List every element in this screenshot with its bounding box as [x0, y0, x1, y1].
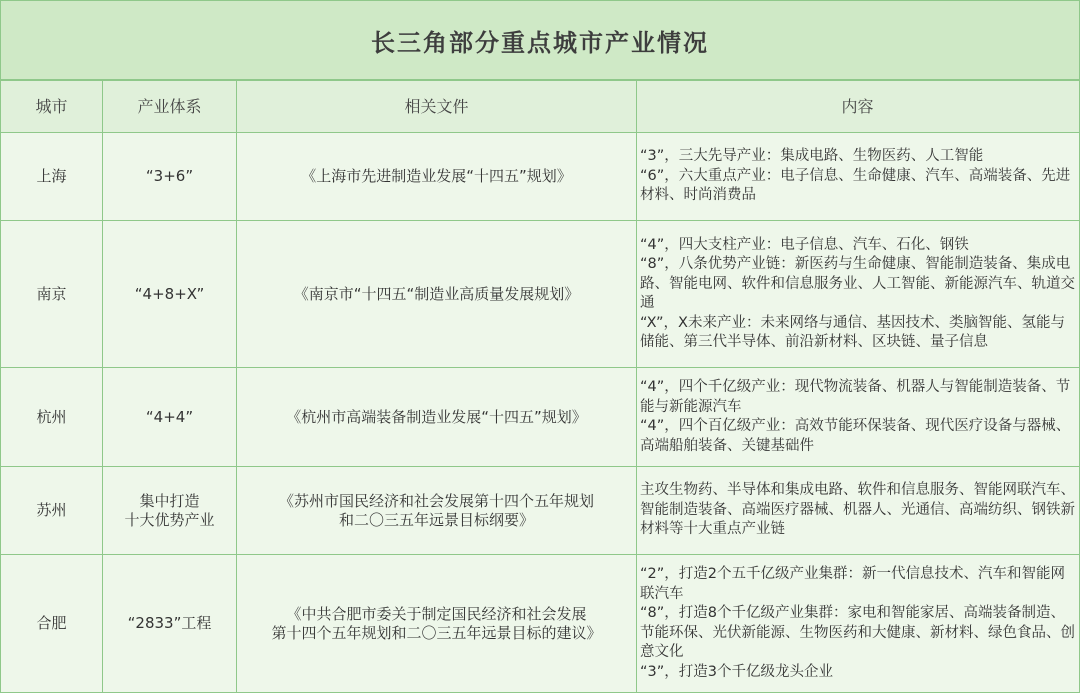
content-line: “2”，打造2个五千亿级产业集群：新一代信息技术、汽车和智能网联汽车 — [640, 566, 1065, 602]
content-cell — [637, 467, 1079, 554]
content-line: “3”，三大先导产业：集成电路、生物医药、人工智能 — [640, 148, 984, 165]
document-cell: 《杭州市高端装备制造业发展“十四五”规划》 — [237, 368, 637, 466]
city-cell: 上海 — [1, 133, 103, 220]
document-cell: 《苏州市国民经济和社会发展第十四个五年规划 和二〇三五年远景目标纲要》 — [237, 467, 637, 554]
table-row — [1, 133, 1079, 221]
content-line: “X”，X未来产业：未来网络与通信、基因技术、类脑智能、氢能与储能、第三代半导体、前沿新材料、区块链、量子信息 — [640, 314, 1065, 350]
document-cell: 《中共合肥市委关于制定国民经济和社会发展 第十四个五年规划和二〇三五年远景目标的建议》 — [237, 555, 637, 692]
content-line: “6”，六大重点产业：电子信息、生命健康、汽车、高端装备、先进材料、时尚消费品 — [640, 167, 1071, 204]
industry-system-cell: “2833”工程 — [103, 555, 237, 692]
content-cell — [637, 368, 1079, 466]
table-row — [1, 555, 1079, 692]
industry-system-cell: 集中打造 十大优势产业 — [103, 467, 237, 554]
industry-system-cell: “3+6” — [103, 133, 237, 220]
city-cell: 苏州 — [1, 467, 103, 554]
content-line: “3”，打造3个千亿级龙头企业 — [640, 663, 833, 680]
content-cell — [637, 221, 1079, 367]
city-cell: 杭州 — [1, 368, 103, 466]
header-industry-system: 产业体系 — [103, 81, 237, 132]
table-row — [1, 368, 1079, 467]
header-related-documents: 相关文件 — [237, 81, 637, 132]
content-line: “4”，四个百亿级产业：高效节能环保装备、现代医疗设备与器械、高端船舶装备、关键基础件 — [640, 418, 1071, 454]
content-cell — [637, 555, 1079, 692]
document-cell: 《上海市先进制造业发展“十四五”规划》 — [237, 133, 637, 220]
header-city: 城市 — [1, 81, 103, 132]
header-content: 内容 — [841, 97, 874, 116]
table-title: 长三角部分重点城市产业情况 — [1, 1, 1079, 81]
industry-system-cell: “4+4” — [103, 368, 237, 466]
table-header-row — [1, 81, 1079, 133]
content-line: “4”，四个千亿级产业：现代物流装备、机器人与智能制造装备、节能与新能源汽车 — [640, 379, 1071, 415]
content-line: 主攻生物药、半导体和集成电路、软件和信息服务、智能网联汽车、智能制造装备、高端医疗器械、机器人、光通信、高端纺织、钢铁新材料等十大重点产业链 — [640, 482, 1075, 538]
city-cell: 合肥 — [1, 555, 103, 692]
content-line: “8”，八条优势产业链：新医药与生命健康、智能制造装备、集成电路、智能电网、软件和信息服务业、人工智能、新能源汽车、轨道交通 — [640, 256, 1075, 311]
content-cell — [637, 133, 1079, 220]
city-cell: 南京 — [1, 221, 103, 367]
content-line: “8”，打造8个千亿级产业集群：家电和智能家居、高端装备制造、节能环保、光伏新能源、生物医药和大健康、新材料、绿色食品、创意文化 — [640, 605, 1075, 660]
table-row — [1, 221, 1079, 368]
table-row — [1, 467, 1079, 555]
document-cell: 《南京市“十四五“制造业高质量发展规划》 — [237, 221, 637, 367]
industry-system-cell: “4+8+X” — [103, 221, 237, 367]
content-line: “4”，四大支柱产业：电子信息、汽车、石化、钢铁 — [640, 236, 969, 253]
